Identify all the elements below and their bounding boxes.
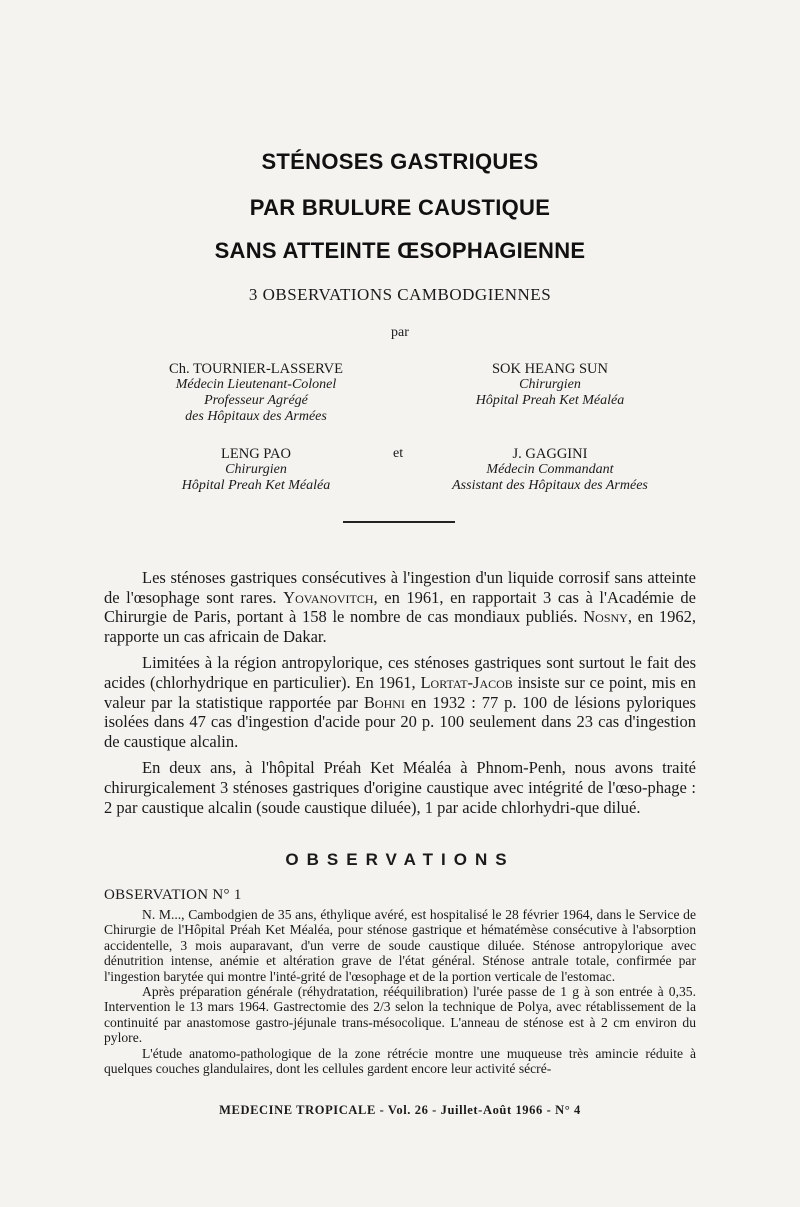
subtitle: 3 OBSERVATIONS CAMBODGIENNES xyxy=(248,285,552,304)
author-role: Professeur Agrégé xyxy=(204,393,308,408)
observation-text xyxy=(104,907,696,1076)
author-name: Ch. TOURNIER-LASSERVE xyxy=(169,361,343,377)
journal-footer: MEDECINE TROPICALE - Vol. 26 - Juillet-Août 1966 - N° 4 xyxy=(219,1103,581,1117)
separator-rule xyxy=(343,521,455,523)
author-role: des Hôpitaux des Armées xyxy=(185,409,327,424)
section-heading: OBSERVATIONS xyxy=(285,850,515,869)
author-citation: Yovanovitch xyxy=(283,587,374,607)
conjunction-et: et xyxy=(393,446,404,461)
text-run: insiste sur ce point, mis en valeur par la statistique rapportée par xyxy=(104,672,696,712)
author-block-4 xyxy=(420,446,680,494)
author-block-2 xyxy=(420,361,680,409)
author-role: Chirurgien xyxy=(225,462,287,477)
title-line-3: SANS ATTEINTE ŒSOPHAGIENNE xyxy=(214,238,586,263)
author-role: Médecin Lieutenant-Colonel xyxy=(175,377,337,392)
text-run: , en 1961, en rapportait 3 cas à l'Académie de Chirurgie de Paris, portant à 158 le nombre de cas mondiaux publiés. xyxy=(104,587,696,627)
intro-paragraph-2 xyxy=(104,653,696,751)
title-line-1: STÉNOSES GASTRIQUES xyxy=(261,149,539,174)
observation-heading: OBSERVATION N° 1 xyxy=(104,887,242,903)
text-run: Les sténoses gastriques consécutives à l'ingestion d'un liquide corrosif sans atteinte de l'œsophage sont rares. xyxy=(104,568,696,607)
observation-paragraph-3: L'étude anatomo-pathologique de la zone rétrécie montre une muqueuse très amincie réduite à quelques couches glandulaires, dont les cellules gardent encore leur activité sécré- xyxy=(104,1045,696,1077)
author-role: Hôpital Preah Ket Méaléa xyxy=(475,393,625,408)
title-line-2: PAR BRULURE CAUSTIQUE xyxy=(249,195,551,220)
text-run: en 1932 : 77 p. 100 de lésions pyloriques isolées dans 47 cas d'ingestion d'acide pour 20 p. 100 seulement dans 23 cas d'ingestion de caustique alcalin. xyxy=(104,692,696,751)
author-role: Médecin Commandant xyxy=(486,462,614,477)
text-run: , en 1962, rapporte un cas africain de Dakar. xyxy=(104,607,696,646)
author-citation: Lortat-Jacob xyxy=(420,672,513,692)
author-name: SOK HEANG SUN xyxy=(491,361,608,377)
author-role: Hôpital Preah Ket Méaléa xyxy=(181,478,331,493)
author-block-3 xyxy=(150,446,362,494)
intro-paragraph-1 xyxy=(104,568,696,646)
author-name: J. GAGGINI xyxy=(512,446,588,462)
author-block-1 xyxy=(150,361,362,425)
author-citation: Nosny xyxy=(583,607,628,627)
author-role: Chirurgien xyxy=(519,377,581,392)
author-name: LENG PAO xyxy=(221,446,291,462)
par-label: par xyxy=(391,325,409,340)
observation-paragraph-2: Après préparation générale (réhydratation, rééquilibration) l'urée passe de 1 g à son entrée à 0,35. Intervention le 13 mars 1964. Gastrectomie des 2/3 selon la technique de Polya, avec rétablissement de la continuité par anastomose gastro-jéjunale trans-mésocolique. L'anneau de sténose est à 2 cm environ du pylore. xyxy=(104,984,696,1046)
intro-text xyxy=(104,568,696,824)
author-citation: Bohni xyxy=(363,692,405,712)
author-role: Assistant des Hôpitaux des Armées xyxy=(452,478,648,493)
observation-paragraph-1: N. M..., Cambodgien de 35 ans, éthylique avéré, est hospitalisé le 28 février 1964, dans le Service de Chirurgie de l'Hôpital Préah Ket Méaléa, pour sténose gastrique et hématémèse consécutive à l'absorption accidentelle, 3 mois auparavant, d'un verre de soude caustique diluée. Sténose antropylorique avec dénutrition intense, anémie et altération grave de l'état général. Sténose antrale totale, confirmée par l'ingestion barytée qui montre l'inté-grité de l'œsophage et de la portion verticale de l'estomac. xyxy=(104,907,696,984)
intro-paragraph-3: En deux ans, à l'hôpital Préah Ket Méaléa à Phnom-Penh, nous avons traité chirurgicalement 3 sténoses gastriques d'origine caustique avec intégrité de l'œso-phage : 2 par caustique alcalin (soude caustique diluée), 1 par acide chlorhydri-que dilué. xyxy=(104,758,696,817)
text-run: Limitées à la région antropylorique, ces sténoses gastriques sont surtout le fait des acides (chlorhydrique en particulier). En 1961, xyxy=(104,653,696,692)
